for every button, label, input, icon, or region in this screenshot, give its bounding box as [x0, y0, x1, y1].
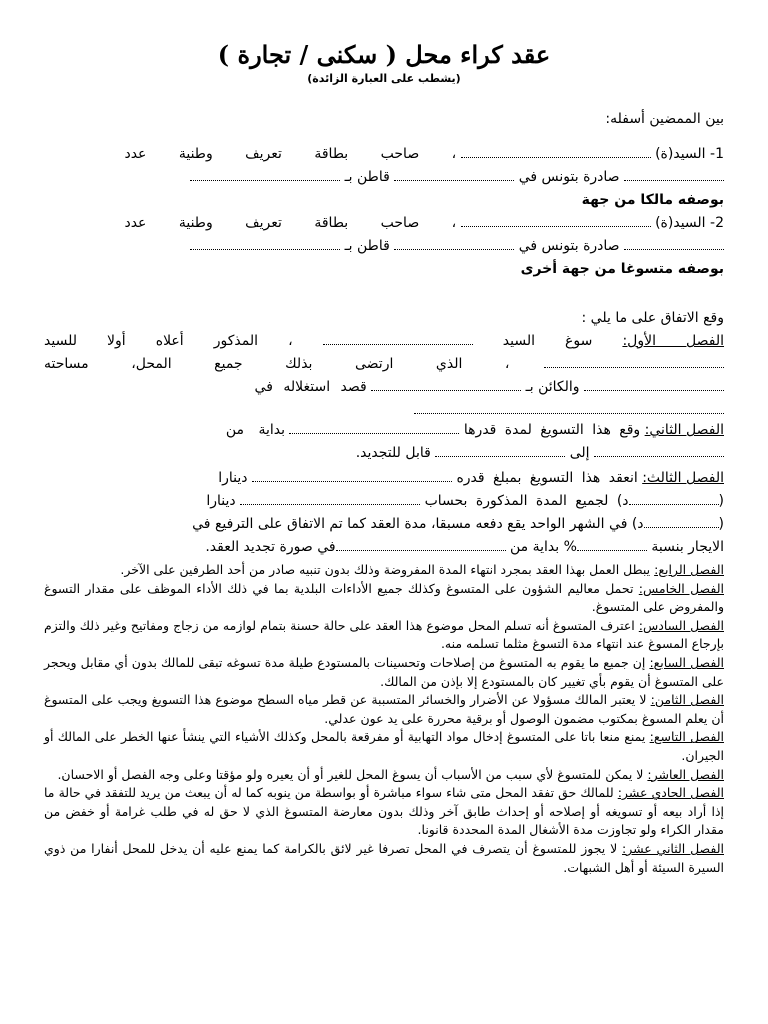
contract-document: [44, 40, 724, 877]
article-3-paren-1: (: [718, 493, 724, 509]
article-2-line1: [44, 419, 724, 442]
party2-line2: [44, 235, 724, 258]
party1-role: بوصفه مالكا من جهة: [581, 192, 724, 208]
agreement-line: وقع الاتفاق على ما يلي :: [581, 310, 724, 326]
article-3-line4: [44, 536, 724, 559]
article-3-text-f: الايجار بنسبة: [651, 539, 724, 555]
article-1-line3: [44, 376, 724, 399]
article-12-text: لا يجوز للمتسوغ أن يتصرف في المحل تصرفا غير لائق بالكرامة كما يمنع عليه أن يدخل للمحل أنفارا من ذوي السيرة السيئة أو أهل الشبهات.: [44, 840, 724, 875]
party1-holder: ، صاحب بطاقة تعريف وطنية عدد: [124, 146, 457, 162]
article-2-text-a: وقع هذا التسويغ لمدة قدرها: [463, 422, 641, 438]
party1-resident: قاطن بـ: [344, 169, 390, 185]
article-3-text-g: % بداية من: [510, 539, 577, 555]
article-3-text-e: د) في الشهر الواحد يقع دفعه مسبقا، مدة العقد كما تم الاتفاق على الترفيع في: [192, 516, 644, 532]
article-3-text-c: د) لجميع المدة المذكورة بحساب: [424, 493, 629, 509]
article-1-lessee-field[interactable]: [544, 355, 724, 368]
article-8-title: الفصل الثامن:: [650, 692, 724, 708]
party2-holder: ، صاحب بطاقة تعريف وطنية عدد: [124, 215, 457, 231]
article-3-text-b: دينارا: [218, 470, 248, 486]
article-2-line2: [44, 442, 724, 465]
party1-label: 1- السيد(ة): [655, 146, 724, 162]
article-3-text-a: انعقد هذا التسويغ بمبلغ قدره: [456, 470, 638, 486]
article-4-text: يبطل العمل بهذا العقد بمجرد انتهاء المدة المفروضة وذلك بدون تنبيه صادر من أحد الطرفين على الآخر.: [120, 562, 651, 577]
contract-title: عقد كراء محل ( سكنى / تجارة ): [217, 40, 551, 69]
article-12-title: الفصل الثاني عشر:: [622, 840, 724, 856]
article-2-duration-field[interactable]: [289, 421, 459, 434]
party1-issued: صادرة بتونس في: [518, 169, 620, 185]
article-12: [44, 840, 724, 877]
party1-name-field[interactable]: [461, 145, 651, 158]
article-1-lessor-field[interactable]: [323, 332, 473, 345]
article-2-text-d: قابل للتجديد.: [355, 445, 431, 461]
article-3-line1: [44, 467, 724, 490]
article-6-title: الفصل السادس:: [638, 617, 724, 633]
article-2-end-field[interactable]: [435, 444, 565, 457]
article-8: [44, 691, 724, 728]
article-5-title: الفصل الخامس:: [638, 580, 724, 596]
party2-address-field[interactable]: [190, 237, 340, 250]
party2-resident: قاطن بـ: [344, 238, 390, 254]
article-7: [44, 654, 724, 691]
article-3-monthly-field[interactable]: [240, 492, 420, 505]
article-2-text-b: بداية من: [225, 422, 285, 438]
article-11-text: للمالك حق تفقد المحل متى شاء سواء مباشرة أو بواسطة من ينوبه كما له أن يبعث من يريد للتفقد في حالة ما إذا أراد بيعه أو تسويغه أو إصلاحه أو إحداث طابق آخر وذلك بدون معارضة المتسوغ الذي لا حق له في طلب غرامة أو خفض من مقدار الكراء ولو تجاوزت مدة الأشغال المدة المحددة قانونا.: [44, 785, 724, 838]
article-1-line4: [44, 399, 724, 413]
article-3-line2: [44, 490, 724, 513]
article-3-rate-field[interactable]: [577, 538, 647, 551]
article-3-total-field[interactable]: [252, 469, 452, 482]
article-2-text-c: إلى: [569, 445, 590, 461]
party2-line1: [44, 212, 724, 235]
article-7-text: إن جميع ما يقوم به المتسوغ من إصلاحات وتحسينات بالمستودع طيلة مدة تسوغه تبقى للمالك بدون أي مقابل ويحجر على المتسوغ أن يقوم بأي تغيير كان بالمستودع إلا بإذن من المالك.: [44, 654, 724, 689]
article-7-title: الفصل السابع:: [649, 654, 724, 670]
article-1-text-a: سوغ السيد: [502, 333, 593, 349]
article-9: [44, 728, 724, 765]
article-6: [44, 617, 724, 654]
article-4: [44, 561, 724, 580]
party2-name-field[interactable]: [461, 214, 651, 227]
party2-role: بوصفه متسوغا من جهة أخرى: [520, 261, 724, 277]
article-3-monthly-words-field[interactable]: [644, 515, 719, 528]
article-3-line3: [44, 513, 724, 536]
party1-address-field[interactable]: [190, 168, 340, 181]
article-5: [44, 580, 724, 617]
article-3-title: الفصل الثالث:: [642, 470, 724, 486]
article-8-text: لا يعتبر المالك مسؤولا عن الأضرار والخسائر المتسببة عن قطر مياه السطح موضوع هذا التسويغ ويجب على المتسوغ أن يعلم المسوغ بمكتوب مضمون الوصول أو برقية محررة على يد عون عدلي.: [44, 692, 724, 726]
article-2-title: الفصل الثاني:: [644, 422, 724, 438]
article-2-start-field[interactable]: [594, 444, 724, 457]
party1-line2: [44, 166, 724, 189]
article-1-line1: [44, 330, 724, 353]
article-11-title: الفصل الحادي عشر:: [617, 785, 724, 801]
article-1-line2: [44, 353, 724, 376]
article-1-text-b: ، المذكور أعلاه أولا للسيد: [44, 333, 293, 349]
article-1-title: الفصل الأول:: [622, 333, 725, 349]
article-1-location-field[interactable]: [371, 378, 521, 391]
article-3-increase-date-field[interactable]: [336, 538, 506, 551]
party2-issued: صادرة بتونس في: [518, 238, 620, 254]
article-1-area-field[interactable]: [584, 378, 724, 391]
article-10: [44, 766, 724, 785]
article-3-text-d: دينارا: [206, 493, 236, 509]
article-5-text: تحمل معاليم الشؤون على المتسوغ وكذلك جميع الأداءات البلدية بما في ذلك الأداء الموظف على مقدار التسوغ والمفروض على المتسوغ.: [44, 580, 724, 615]
article-9-title: الفصل التاسع:: [649, 729, 724, 745]
article-3-total-words-field[interactable]: [629, 492, 719, 505]
party2-date-field[interactable]: [394, 237, 514, 250]
article-6-text: اعترف المتسوغ أنه تسلم المحل موضوع هذا العقد على حالة حسنة بتمام لوازمه من زجاج ومفاتيح وغير ذلك والتزم بإرجاع المسوغ عند انتهاء مدة التسوغ مثلما تسلمه منه.: [44, 617, 724, 652]
article-11: [44, 784, 724, 840]
article-9-text: يمنع منعا باتا على المتسوغ إدخال مواد التهابية أو مفرقعة بالمحل وكذلك الأشياء التي ينشأ عنها الخطر على المالك أو الجيران.: [44, 729, 724, 763]
parties-intro: بين الممضين أسفله:: [605, 111, 724, 127]
article-10-text: لا يمكن للمتسوغ لأي سبب من الأسباب أن يسوغ المحل للغير أو أن يعيره ولو مؤقتا وعلى وجه الفصل أو الاحسان.: [57, 766, 644, 782]
party2-label: 2- السيد(ة): [655, 215, 724, 231]
article-3-text-h: في صورة تجديد العقد.: [205, 539, 336, 555]
party2-id-field[interactable]: [624, 237, 724, 250]
article-1-text-e: قصد استغلاله في: [254, 379, 367, 395]
article-4-title: الفصل الرابع:: [654, 562, 724, 577]
article-10-title: الفصل العاشر:: [647, 766, 724, 782]
article-1-use-field[interactable]: [414, 401, 724, 414]
contract-subtitle: (يشطب على العبارة الزائدة): [307, 72, 461, 85]
party1-line1: [44, 143, 724, 166]
article-1-text-d: والكائن بـ: [525, 379, 580, 395]
article-3-paren-2: (: [718, 516, 724, 532]
party1-id-field[interactable]: [624, 168, 724, 181]
party1-date-field[interactable]: [394, 168, 514, 181]
article-1-text-c: ، الذي ارتضى بذلك جميع المحل، مساحته: [44, 356, 510, 372]
